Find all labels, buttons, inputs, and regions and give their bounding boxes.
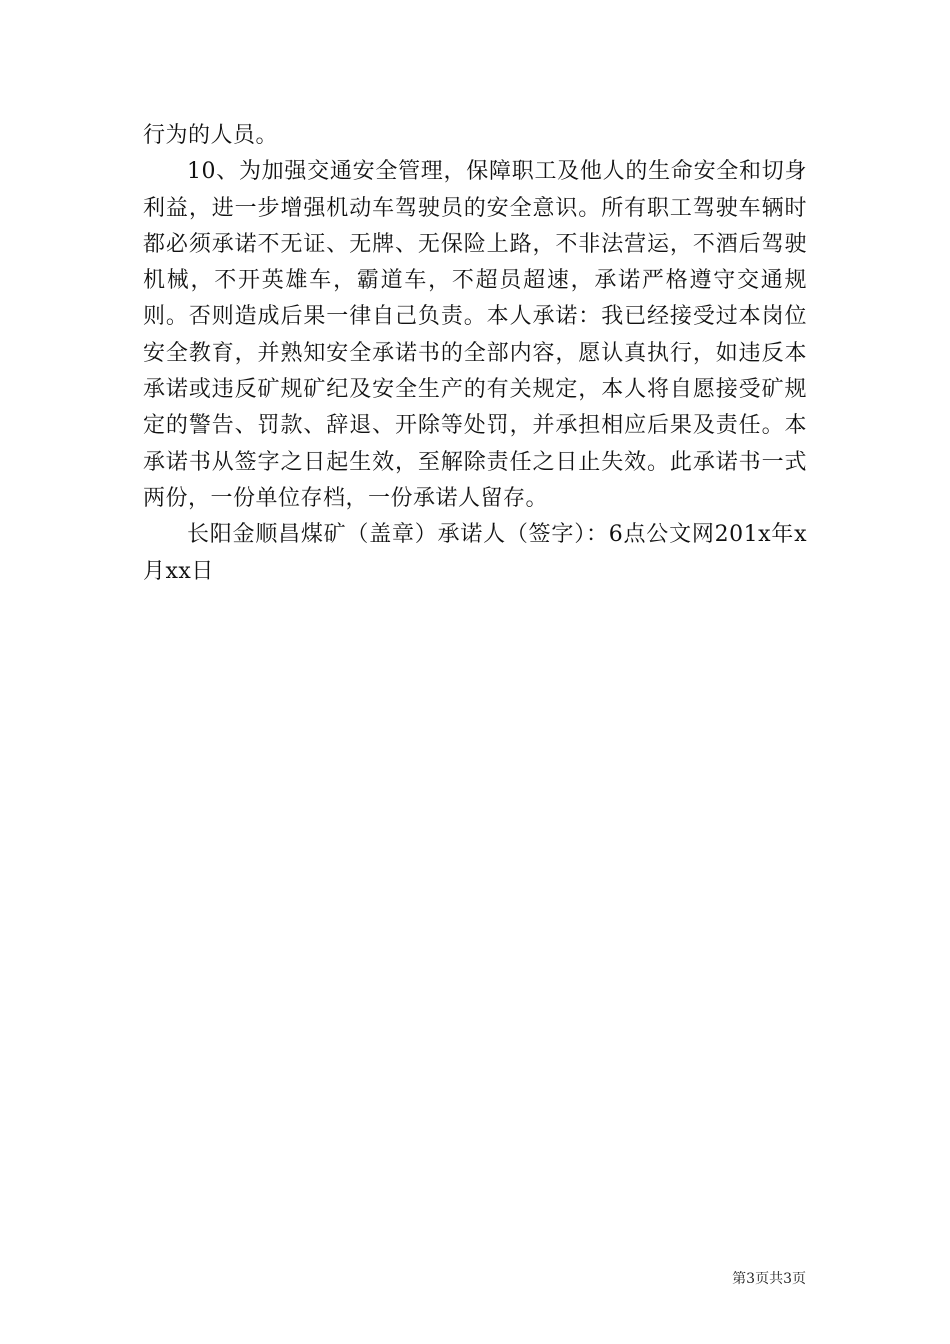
paragraph-signature: 长阳金顺昌煤矿（盖章）承诺人（签字）：6点公文网201x年x月xx日 [143,522,807,584]
page-number-footer: 第3页共3页 [732,1271,806,1287]
document-body [143,118,807,590]
paragraph-continuation: 行为的人员。 [143,123,279,148]
paragraph-item-10: 10、为加强交通安全管理，保障职工及他人的生命安全和切身利益，进一步增强机动车驾驶员的安全意识。所有职工驾驶车辆时都必须承诺不无证、无牌、无保险上路，不非法营运，不酒后驾驶机械，不开英雄车，霸道车，不超员超速，承诺严格遵守交通规则。否则造成后果一律自己负责。本人承诺：我已经接受过本岗位安全教育，并熟知安全承诺书的全部内容，愿认真执行，如违反本承诺或违反矿规矿纪及安全生产的有关规定，本人将自愿接受矿规定的警告、罚款、辞退、开除等处罚，并承担相应后果及责任。本承诺书从签字之日起生效，至解除责任之日止失效。此承诺书一式两份，一份单位存档，一份承诺人留存。 [143,159,807,511]
